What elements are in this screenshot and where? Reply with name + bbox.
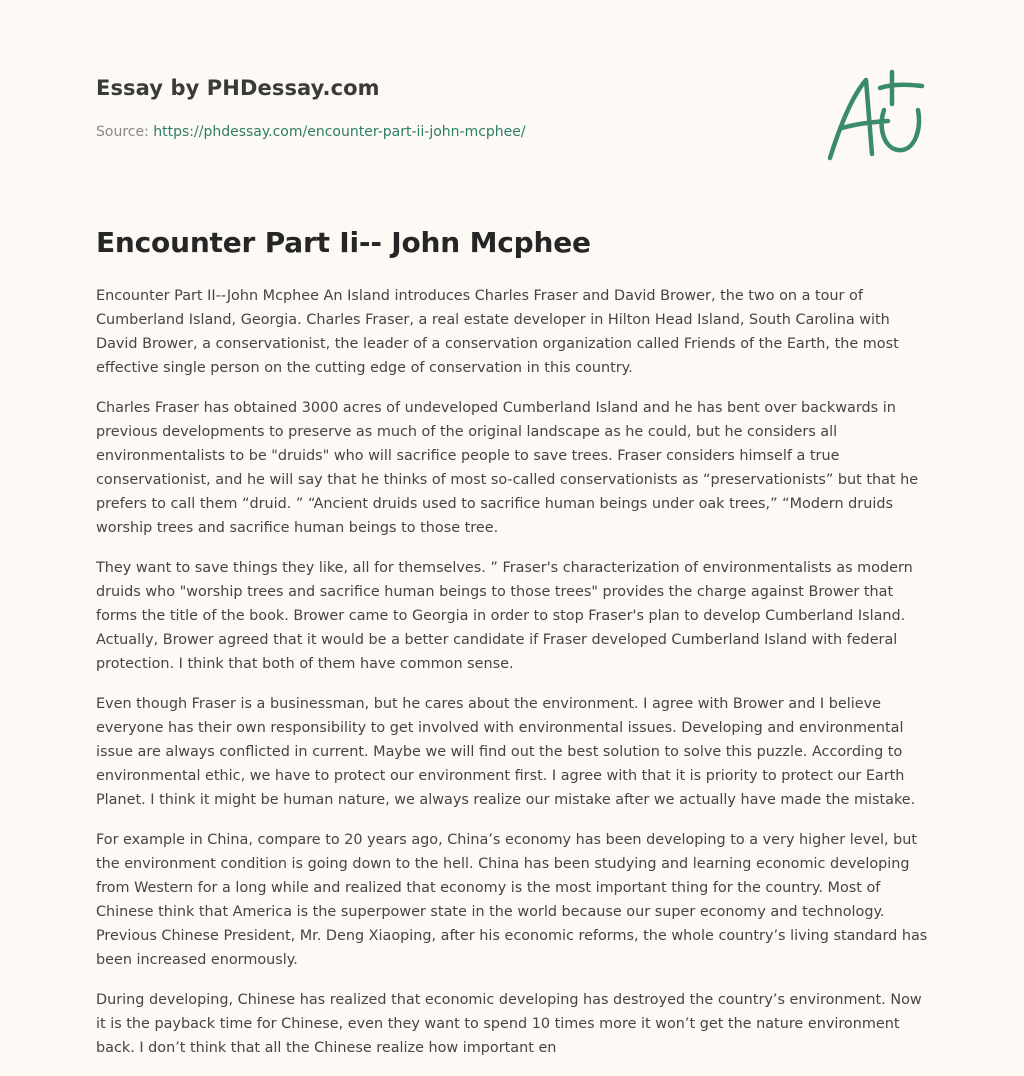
site-title: Essay by PHDessay.com [96, 76, 380, 100]
essay-paragraph: They want to save things they like, all for themselves. ” Fraser's characterization of environmentalists as modern druids who "worship trees and sacrifice human beings to those trees" provides the charge against Brower that forms the title of the book. Brower came to Georgia in order to stop Fraser's plan to develop Cumberland Island. Actually, Brower agreed that it would be a better candidate if Fraser developed Cumberland Island with federal protection. I think that both of them have common sense. [96, 560, 913, 672]
source-label: Source: [96, 124, 154, 140]
logo-a-left-stroke [830, 80, 872, 158]
source-line [96, 124, 526, 140]
essay-paragraph: Charles Fraser has obtained 3000 acres of undeveloped Cumberland Island and he has bent over backwards in previous developments to preserve as much of the original landscape as he could, but he considers all environmentalists to be "druids" who will sacrifice people to save trees. Fraser considers himself a true conservationist, and he will say that he thinks of most so-called conservationists as “preservationists” but that he prefers to call them “druid. ” “Ancient druids used to sacrifice human beings under oak trees,” “Modern druids worship trees and sacrifice human beings to those tree. [96, 400, 919, 536]
essay-paragraph: During developing, Chinese has realized that economic developing has destroyed the country’s environment. Now it is the payback time for Chinese, even they want to spend 10 times more it won’t get the nature environment back. I don’t think that all the Chinese realize how important en [96, 992, 922, 1056]
essay-body [96, 284, 932, 1076]
a-plus-logo-icon [822, 66, 932, 166]
essay-paragraph: Encounter Part II--John Mcphee An Island introduces Charles Fraser and David Brower, the two on a tour of Cumberland Island, Georgia. Charles Fraser, a real estate developer in Hilton Head Island, South Carolina with David Brower, a conservationist, the leader of a conservation organization called Friends of the Earth, the most effective single person on the cutting edge of conservation in this country. [96, 288, 899, 376]
essay-paragraph: Even though Fraser is a businessman, but he cares about the environment. I agree with Brower and I believe everyone has their own responsibility to get involved with environmental issues. Developing and environmental issue are always conflicted in current. Maybe we will find out the best solution to solve this puzzle. According to environmental ethic, we have to protect our environment first. I agree with that it is priority to protect our Earth Planet. I think it might be human nature, we always realize our mistake after we actually have made the mistake. [96, 696, 916, 808]
source-link[interactable]: https://phdessay.com/encounter-part-ii-john-mcphee/ [153, 124, 526, 140]
essay-paragraph: For example in China, compare to 20 years ago, China’s economy has been developing to a very higher level, but the environment condition is going down to the hell. China has been studying and learning economic developing from Western for a long while and realized that economy is the most important thing for the country. Most of Chinese think that America is the superpower state in the world because our super economy and technology. Previous Chinese President, Mr. Deng Xiaoping, after his economic reforms, the whole country’s living standard has been increased enormously. [96, 832, 928, 968]
logo-swoosh [882, 110, 919, 150]
logo-plus-horizontal [880, 85, 922, 88]
essay-title: Encounter Part Ii-- John Mcphee [96, 226, 591, 259]
